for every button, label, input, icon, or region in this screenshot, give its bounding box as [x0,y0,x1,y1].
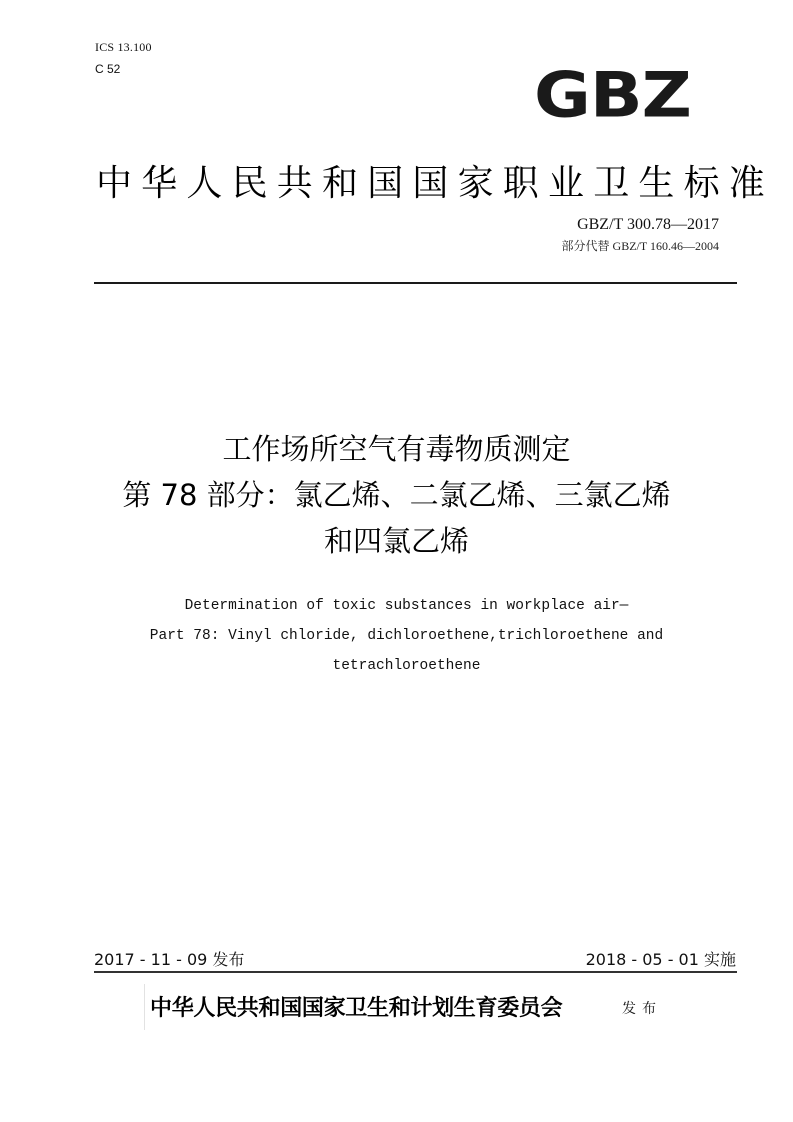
ics-code: ICS 13.100 [95,40,152,54]
title-en-line-2: Part 78: Vinyl chloride, dichloroethene,trichloroethene and [149,628,664,644]
margin-mark [144,984,145,1030]
document-title-zh [60,426,733,564]
ccs-code: C 52 [95,62,121,76]
issue-date: 2017 - 11 - 09 发布 [94,950,245,969]
national-standard-title: 中华人民共和国国家职业卫生标准 [96,163,775,204]
standard-number: GBZ/T 300.78—2017 [577,216,719,233]
title-zh-line-2: 第 78 部分：氯乙烯、二氯乙烯、三氯乙烯 [122,478,671,512]
issuing-authority: 中华人民共和国国家卫生和计划生育委员会 [150,995,563,1021]
footer-divider [94,971,737,973]
header-divider [94,282,737,284]
replaces-note: 部分代替 GBZ/T 160.46—2004 [561,239,719,253]
issuing-authority-suffix: 发布 [622,1001,662,1017]
gbz-logo: GBZ [534,58,691,132]
title-en-line-3: tetrachloroethene [332,658,481,674]
document-title-en [80,591,733,681]
implementation-date: 2018 - 05 - 01 实施 [585,950,736,969]
title-en-line-1: Determination of toxic substances in workplace air— [184,598,629,614]
title-zh-line-1: 工作场所空气有毒物质测定 [222,432,571,466]
title-zh-line-3: 和四氯乙烯 [323,524,469,558]
